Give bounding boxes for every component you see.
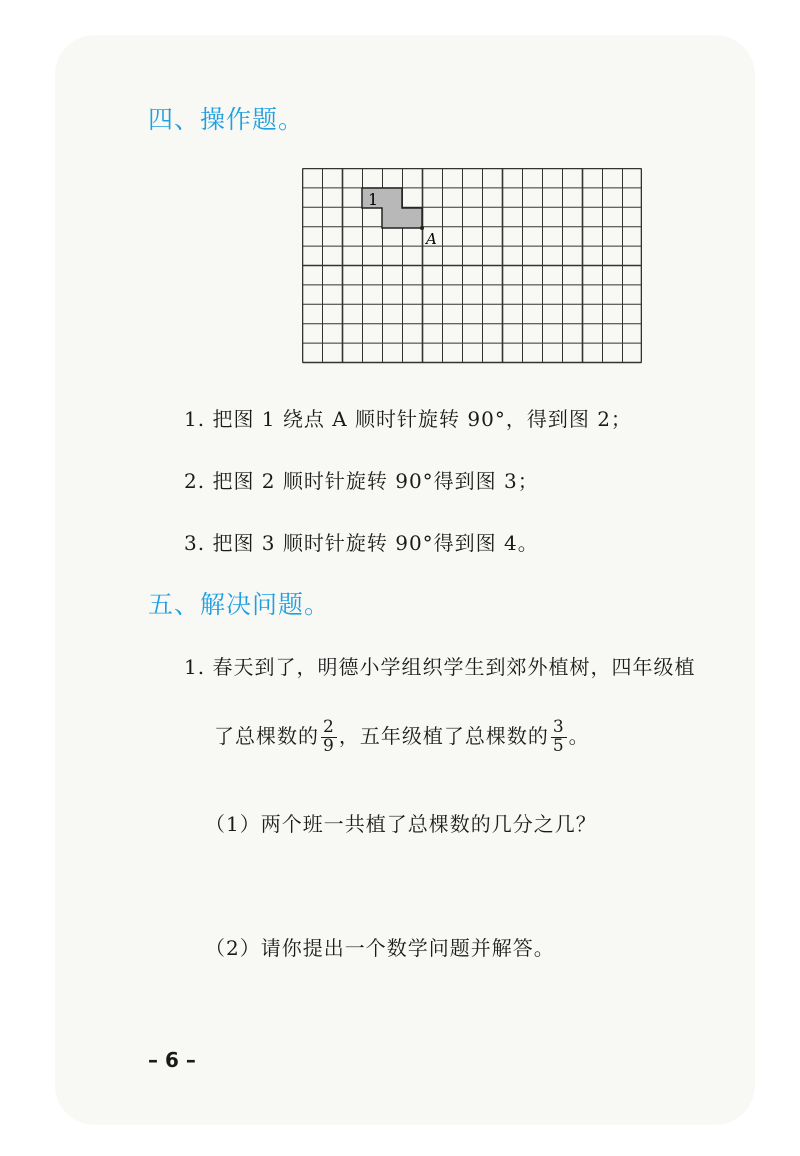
question-1-line-2 — [214, 719, 590, 756]
figure-1-label: 1 — [368, 190, 379, 209]
section-5-heading: 五、解决问题。 — [148, 590, 331, 619]
fraction-three-fifths: $\frac{3}{5}$ — [552, 717, 565, 756]
grid-svg — [302, 168, 642, 364]
question-1-text-c: 。 — [568, 723, 590, 748]
question-1-text-b: ，五年级植了总棵数的 — [338, 723, 549, 748]
point-a-label: A — [426, 230, 437, 248]
point-a-dot — [420, 226, 424, 230]
sub-question-2: （2）请你提出一个数学问题并解答。 — [205, 936, 555, 960]
rotation-grid — [302, 168, 642, 368]
sub-question-1: （1）两个班一共植了总棵数的几分之几？ — [205, 812, 597, 836]
step-1: 1. 把图 1 绕点 A 顺时针旋转 90°，得到图 2； — [184, 407, 632, 431]
step-2: 2. 把图 2 顺时针旋转 90°得到图 3； — [184, 469, 539, 493]
fraction-two-ninths: $\frac{2}{9}$ — [323, 717, 335, 756]
question-1-line-1: 1. 春天到了，明德小学组织学生到郊外植树，四年级植 — [184, 655, 696, 679]
grid-lines — [303, 169, 642, 363]
question-1-text-a: 了总棵数的 — [214, 723, 319, 748]
page-number: – 6 – — [148, 1048, 196, 1072]
step-3: 3. 把图 3 顺时针旋转 90°得到图 4。 — [184, 531, 539, 555]
section-4-heading: 四、操作题。 — [148, 105, 305, 134]
